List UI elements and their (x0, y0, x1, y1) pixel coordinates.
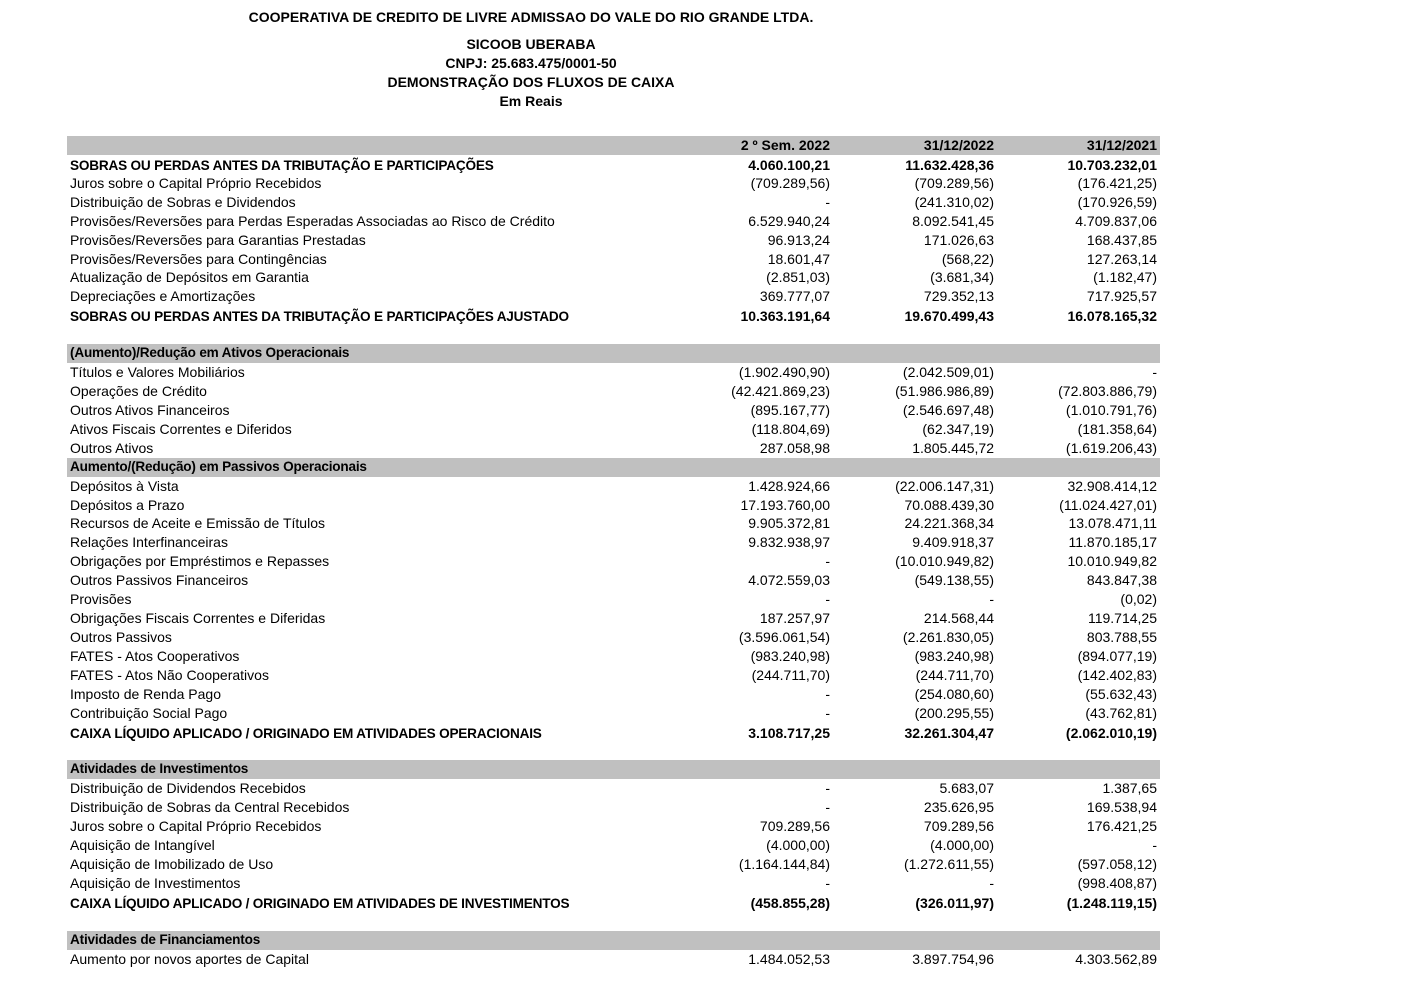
table-row (67, 420, 1160, 439)
table-row (67, 647, 1160, 666)
row-value: 843.847,38 (1086, 572, 1157, 589)
table-row (67, 477, 1160, 496)
cnpj: CNPJ: 25.683.475/0001-50 (445, 55, 617, 71)
row-value: 9.409.918,37 (912, 534, 994, 551)
row-value: 10.703.232,01 (1067, 156, 1157, 173)
row-value: 16.078.165,32 (1067, 308, 1157, 325)
row-label: SOBRAS OU PERDAS ANTES DA TRIBUTAÇÃO E PARTICIPAÇÕES (70, 157, 494, 173)
row-label: Ativos Fiscais Correntes e Diferidos (70, 420, 292, 437)
row-label: Operações de Crédito (70, 382, 207, 399)
row-value: 709.289,56 (759, 818, 830, 835)
table-row (67, 268, 1160, 287)
row-value: - (825, 780, 830, 797)
row-value: 13.078.471,11 (1068, 515, 1157, 532)
section-header-row (67, 458, 1160, 477)
row-value: (11.024.427,01) (1059, 496, 1157, 513)
row-label: Distribuição de Sobras da Central Recebidos (70, 799, 350, 816)
total-row (67, 723, 1160, 742)
row-value: 3.897.754,96 (912, 950, 994, 967)
section-header-row (67, 344, 1160, 363)
table-row (67, 382, 1160, 401)
table-row (67, 817, 1160, 836)
row-value: 1.387,65 (1102, 780, 1157, 797)
row-label: Depreciações e Amortizações (70, 288, 256, 305)
row-value: (1.182,47) (1093, 269, 1157, 286)
row-value: (983.240,98) (750, 647, 830, 664)
row-value: - (1152, 837, 1157, 854)
row-value: (0,02) (1120, 591, 1157, 608)
row-value: (3.596.061,54) (738, 628, 830, 645)
row-value: 11.632.428,36 (905, 156, 994, 173)
row-value: (4.000,00) (766, 837, 830, 854)
row-label: Imposto de Renda Pago (70, 685, 221, 702)
row-value: 32.908.414,12 (1067, 477, 1157, 494)
table-row (67, 685, 1160, 704)
cash-flow-table (67, 136, 1160, 969)
table-row (67, 287, 1160, 306)
row-value: 32.261.304,47 (904, 724, 994, 741)
spacer-row (67, 912, 1160, 931)
row-value: - (825, 685, 830, 702)
total-row (67, 893, 1160, 912)
row-value: (549.138,55) (914, 572, 994, 589)
row-label: Juros sobre o Capital Próprio Recebidos (70, 818, 322, 835)
row-label: CAIXA LÍQUIDO APLICADO / ORIGINADO EM ATIVIDADES OPERACIONAIS (70, 725, 542, 741)
row-value: - (1152, 364, 1157, 381)
row-value: 9.905.372,81 (748, 515, 830, 532)
row-value: (3.681,34) (930, 269, 994, 286)
row-value: (1.272.611,55) (903, 856, 994, 873)
row-value: (2.851,03) (766, 269, 830, 286)
row-label: Outros Passivos (70, 628, 172, 645)
row-label: (Aumento)/Redução em Ativos Operacionais (70, 345, 350, 361)
row-value: (42.421.869,23) (731, 382, 830, 399)
row-value: (568,22) (941, 250, 994, 267)
row-label: SOBRAS OU PERDAS ANTES DA TRIBUTAÇÃO E PARTICIPAÇÕES AJUSTADO (70, 309, 569, 325)
row-value: 287.058,98 (759, 439, 830, 456)
row-label: Obrigações por Empréstimos e Repasses (70, 553, 330, 570)
row-value: 19.670.499,43 (904, 308, 994, 325)
row-value: (998.408,87) (1077, 874, 1157, 891)
row-value: 70.088.439,30 (904, 496, 994, 513)
row-label: Aumento por novos aportes de Capital (70, 950, 309, 967)
row-value: 729.352,13 (923, 288, 994, 305)
row-value: 4.709.837,06 (1075, 212, 1157, 229)
row-value: - (989, 874, 994, 891)
row-label: Provisões/Reversões para Garantias Prestadas (70, 231, 366, 248)
column-header-2nd-semester-2022: 2 º Sem. 2022 (740, 137, 830, 153)
row-value: 119.714,25 (1087, 610, 1157, 627)
table-row (67, 628, 1160, 647)
spacer-row (67, 742, 1160, 761)
row-label: Relações Interfinanceiras (70, 534, 228, 551)
row-value: (2.261.830,05) (902, 628, 994, 645)
row-label: Atividades de Investimentos (70, 761, 249, 777)
table-row (67, 496, 1160, 515)
row-value: 176.421,25 (1086, 818, 1157, 835)
currency-note: Em Reais (499, 93, 563, 109)
row-value: - (825, 704, 830, 721)
row-value: (709.289,56) (914, 174, 994, 191)
row-label: Depósitos à Vista (70, 477, 179, 494)
row-label: Provisões/Reversões para Contingências (70, 250, 327, 267)
row-value: (1.619.206,43) (1065, 439, 1157, 456)
row-label: Títulos e Valores Mobiliários (70, 364, 245, 381)
table-row (67, 363, 1160, 382)
row-value: 5.683,07 (939, 780, 994, 797)
total-row (67, 306, 1160, 325)
table-row (67, 855, 1160, 874)
table-row (67, 836, 1160, 855)
row-label: Outros Passivos Financeiros (70, 572, 249, 589)
row-value: (254.080,60) (914, 685, 994, 702)
row-value: 187.257,97 (759, 610, 830, 627)
row-value: 803.788,55 (1086, 628, 1157, 645)
row-value: (43.762,81) (1085, 704, 1157, 721)
table-row (67, 533, 1160, 552)
row-value: 24.221.368,34 (904, 515, 994, 532)
column-header-row (67, 136, 1160, 155)
row-value: (983.240,98) (914, 647, 994, 664)
table-row (67, 950, 1160, 969)
table-row (67, 704, 1160, 723)
column-header-2021: 31/12/2021 (1086, 137, 1157, 153)
row-label: CAIXA LÍQUIDO APLICADO / ORIGINADO EM ATIVIDADES DE INVESTIMENTOS (70, 895, 570, 911)
row-value: (597.058,12) (1077, 856, 1157, 873)
row-value: 1.428.924,66 (748, 477, 830, 494)
table-row (67, 590, 1160, 609)
row-label: Aquisição de Investimentos (70, 874, 241, 891)
table-row (67, 193, 1160, 212)
row-value: 4.072.559,03 (748, 572, 830, 589)
row-value: 3.108.717,25 (748, 724, 830, 741)
row-label: Atualização de Depósitos em Garantia (70, 269, 309, 286)
row-value: (2.062.010,19) (1065, 724, 1157, 741)
row-value: (200.295,55) (914, 704, 994, 721)
spacer-row (67, 325, 1160, 344)
row-value: (244.711,70) (915, 666, 994, 683)
row-label: Aquisição de Intangível (70, 837, 215, 854)
row-value: (1.248.119,15) (1066, 894, 1157, 911)
row-label: FATES - Atos Não Cooperativos (70, 666, 269, 683)
row-label: Distribuição de Sobras e Dividendos (70, 193, 296, 210)
row-value: (55.632,43) (1085, 685, 1157, 702)
row-value: 369.777,07 (759, 288, 830, 305)
row-value: (1.902.490,90) (738, 364, 830, 381)
table-row (67, 212, 1160, 231)
table-row (67, 798, 1160, 817)
row-label: Atividades de Financiamentos (70, 931, 261, 947)
branch-name: SICOOB UBERABA (466, 36, 596, 52)
row-value: 169.538,94 (1086, 799, 1157, 816)
row-value: (709.289,56) (750, 174, 830, 191)
table-row (67, 779, 1160, 798)
table-row (67, 874, 1160, 893)
column-header-2022: 31/12/2022 (923, 137, 994, 153)
row-value: 11.870.185,17 (1068, 534, 1157, 551)
row-value: (181.358,64) (1077, 420, 1157, 437)
table-row (67, 514, 1160, 533)
row-value: - (825, 193, 830, 210)
table-row (67, 174, 1160, 193)
row-label: Contribuição Social Pago (70, 704, 228, 721)
table-row (67, 439, 1160, 458)
total-row (67, 155, 1160, 174)
table-row (67, 552, 1160, 571)
row-label: Recursos de Aceite e Emissão de Títulos (70, 515, 325, 532)
row-value: 214.568,44 (923, 610, 994, 627)
statement-title: DEMONSTRAÇÃO DOS FLUXOS DE CAIXA (387, 74, 675, 90)
table-row (67, 250, 1160, 269)
table-row (67, 609, 1160, 628)
row-label: Distribuição de Dividendos Recebidos (70, 780, 306, 797)
section-header-row (67, 931, 1160, 950)
row-value: (4.000,00) (930, 837, 994, 854)
table-row (67, 571, 1160, 590)
row-value: (51.986.986,89) (895, 382, 994, 399)
row-label: Juros sobre o Capital Próprio Recebidos (70, 174, 322, 191)
row-value: 10.363.191,64 (740, 308, 830, 325)
row-value: (170.926,59) (1077, 193, 1157, 210)
row-value: (244.711,70) (751, 666, 830, 683)
table-row (67, 666, 1160, 685)
row-value: - (825, 874, 830, 891)
row-value: (1.010.791,76) (1065, 401, 1157, 418)
row-label: Outros Ativos Financeiros (70, 401, 230, 418)
row-value: (326.011,97) (915, 894, 994, 911)
row-value: - (825, 591, 830, 608)
table-row (67, 231, 1160, 250)
row-value: (458.855,28) (750, 894, 830, 911)
section-header-row (67, 760, 1160, 779)
row-value: (72.803.886,79) (1058, 382, 1157, 399)
row-value: (22.006.147,31) (895, 477, 994, 494)
row-value: 717.925,57 (1086, 288, 1157, 305)
company-name: COOPERATIVA DE CREDITO DE LIVRE ADMISSAO DO VALE DO RIO GRANDE LTDA. (248, 9, 814, 25)
row-label: Aquisição de Imobilizado de Uso (70, 856, 274, 873)
row-label: Outros Ativos (70, 439, 154, 456)
row-value: 168.437,85 (1086, 231, 1157, 248)
row-value: 8.092.541,45 (912, 212, 994, 229)
row-value: 18.601,47 (767, 250, 830, 267)
row-value: (10.010.949,82) (895, 553, 994, 570)
row-label: Depósitos a Prazo (70, 496, 185, 513)
row-value: (176.421,25) (1077, 174, 1157, 191)
row-value: (241.310,02) (914, 193, 994, 210)
row-label: FATES - Atos Cooperativos (70, 647, 240, 664)
row-value: 171.026,63 (923, 231, 994, 248)
row-value: 6.529.940,24 (748, 212, 830, 229)
row-value: (118.804,69) (751, 420, 830, 437)
row-value: 127.263,14 (1086, 250, 1157, 267)
row-value: 4.303.562,89 (1075, 950, 1157, 967)
row-value: (2.546.697,48) (902, 401, 994, 418)
row-value: 709.289,56 (923, 818, 994, 835)
row-value: 10.010.949,82 (1067, 553, 1157, 570)
row-value: - (989, 591, 994, 608)
row-value: (895.167,77) (750, 401, 830, 418)
row-value: 1.484.052,53 (748, 950, 830, 967)
row-value: (894.077,19) (1077, 647, 1157, 664)
row-value: - (825, 799, 830, 816)
row-value: 96.913,24 (767, 231, 830, 248)
row-value: 9.832.938,97 (748, 534, 830, 551)
row-label: Obrigações Fiscais Correntes e Diferidas (70, 610, 326, 627)
row-value: (2.042.509,01) (902, 364, 994, 381)
row-value: (62.347,19) (922, 420, 994, 437)
table-row (67, 401, 1160, 420)
row-value: 235.626,95 (923, 799, 994, 816)
row-label: Provisões (70, 591, 132, 608)
row-value: 4.060.100,21 (748, 156, 830, 173)
row-value: - (825, 553, 830, 570)
row-value: 1.805.445,72 (912, 439, 994, 456)
row-value: 17.193.760,00 (740, 496, 830, 513)
row-value: (1.164.144,84) (738, 856, 830, 873)
row-value: (142.402,83) (1077, 666, 1157, 683)
row-label: Aumento/(Redução) em Passivos Operacionais (70, 458, 367, 474)
row-label: Provisões/Reversões para Perdas Esperadas Associadas ao Risco de Crédito (70, 212, 555, 229)
